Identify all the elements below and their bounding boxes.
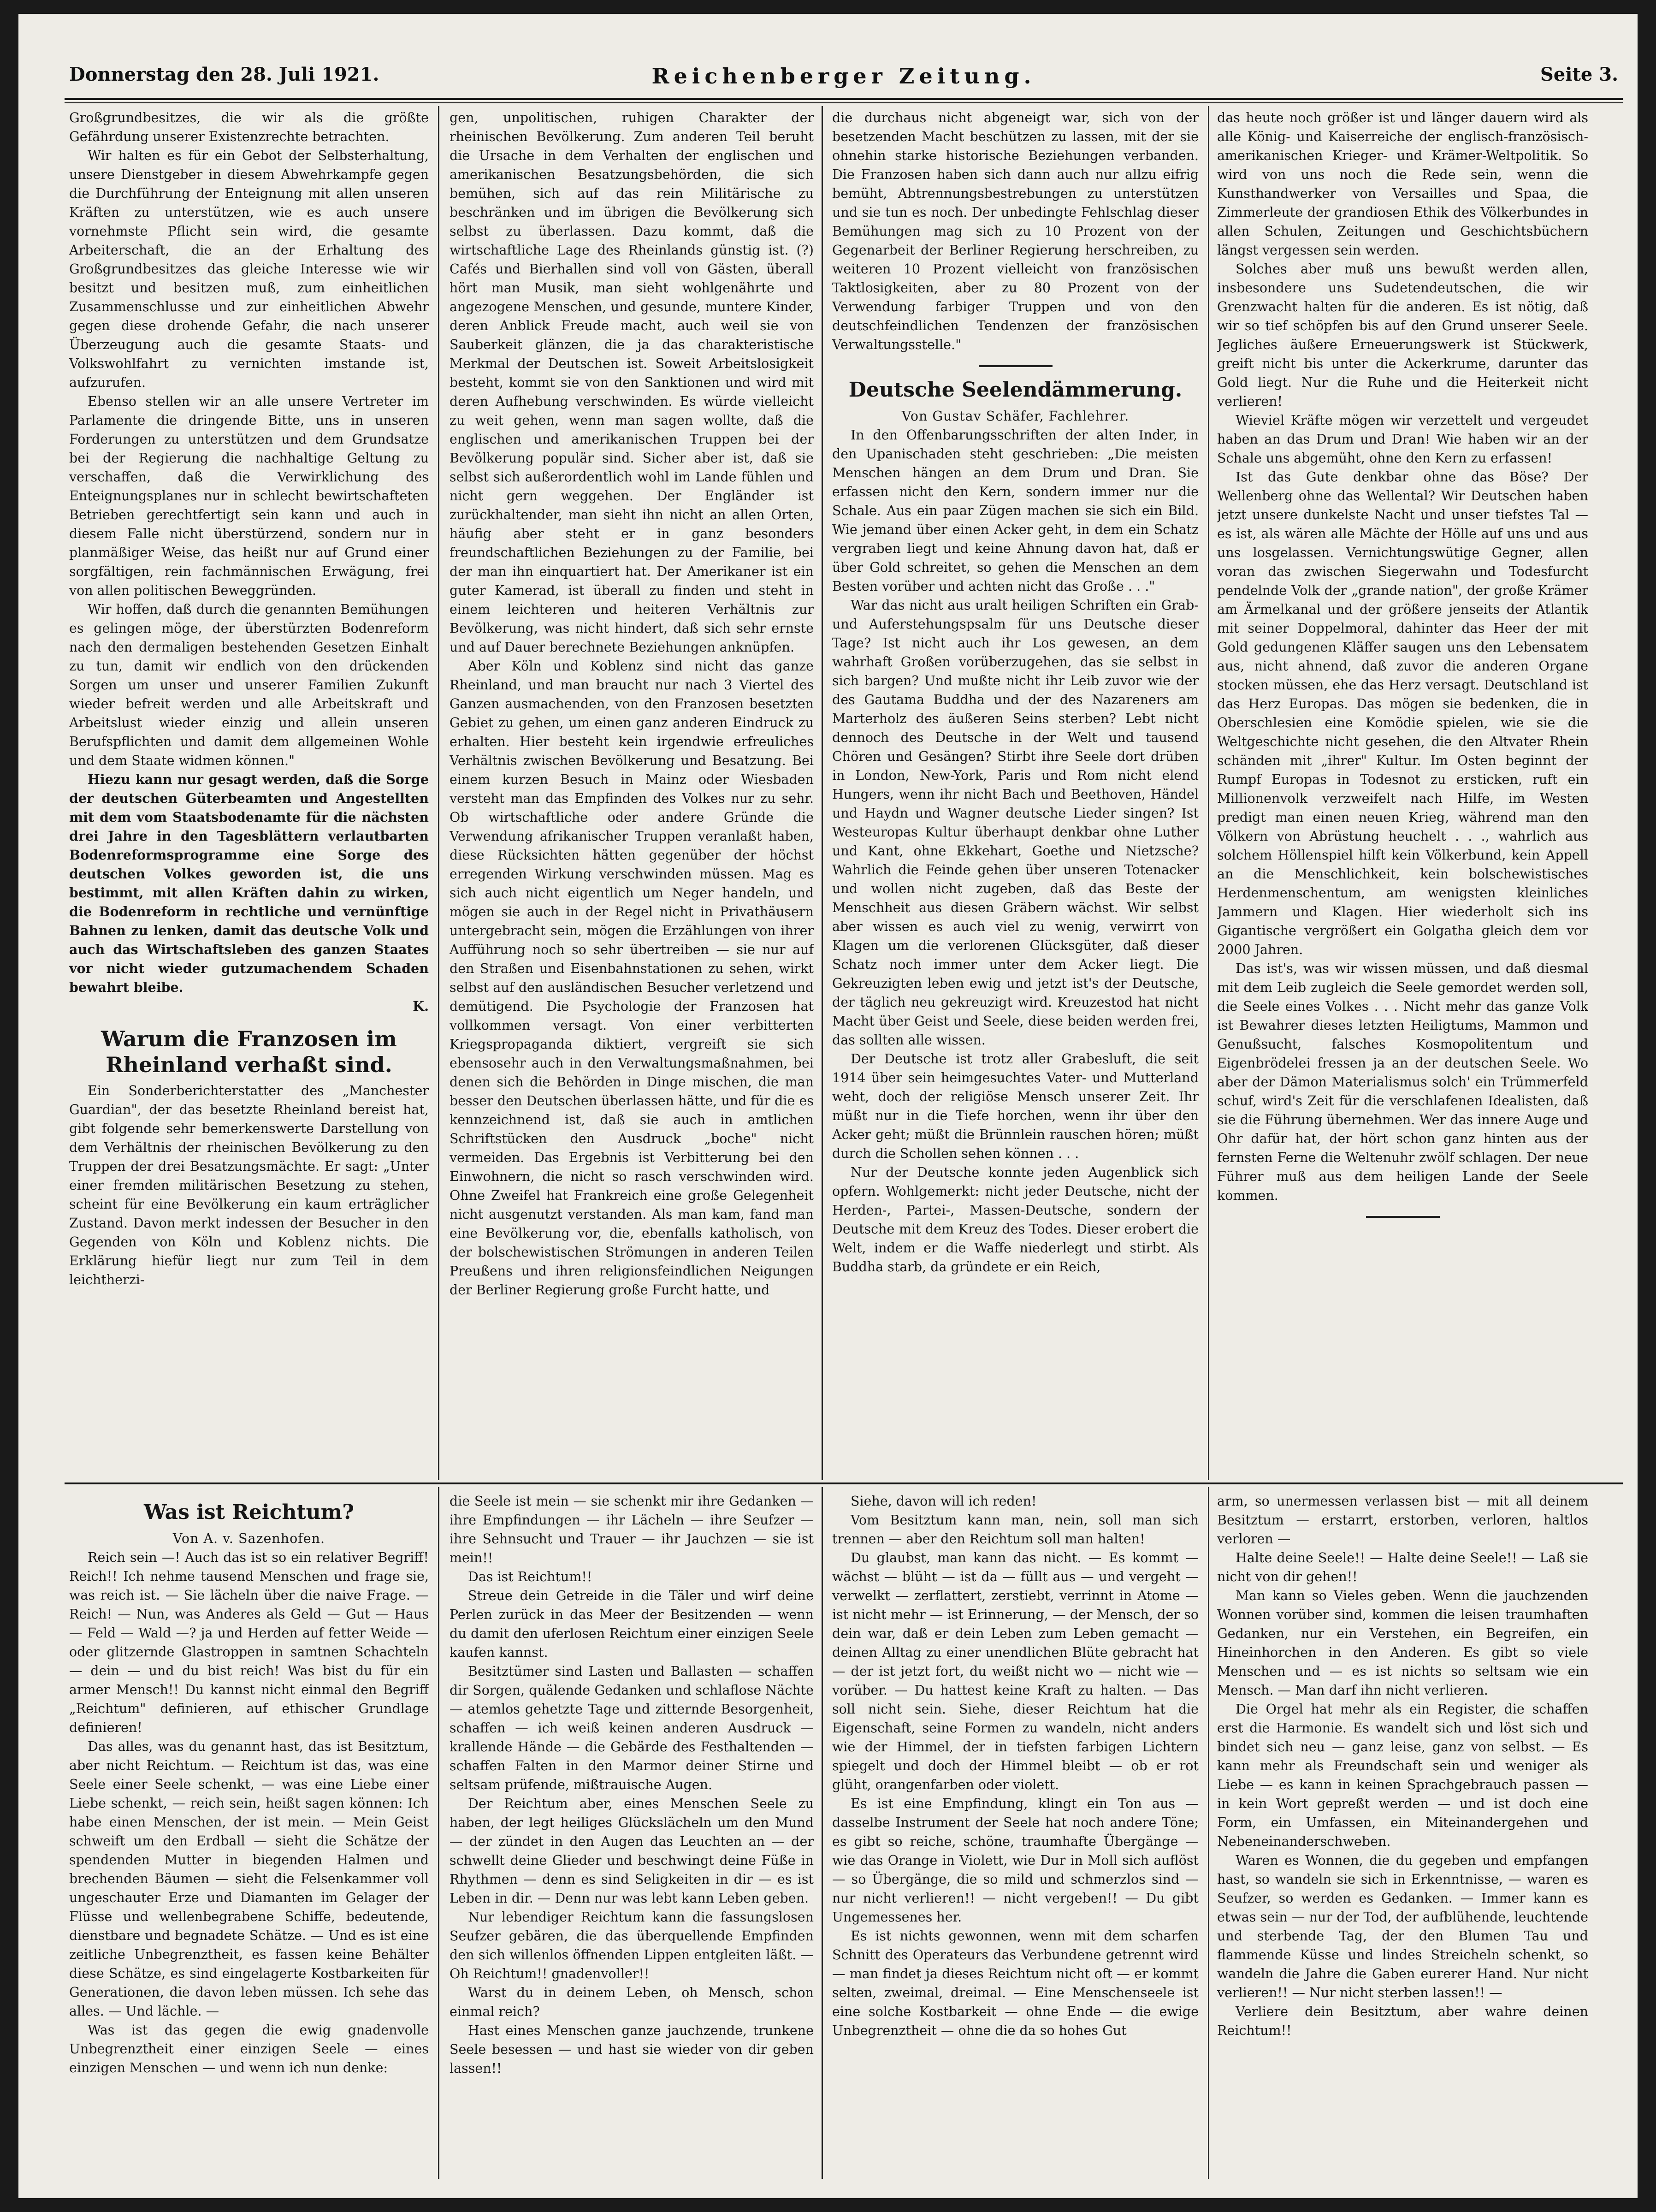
column-divider: [438, 106, 439, 1480]
paragraph: Ebenso stellen wir an alle unsere Vertreter im Parlamente die dringende Bitte, uns in unseren Forderungen zu unterstützen und dem Grundsatze bei der Regierung die nachhaltige Geltung zu verschaffen, daß die Verwirklichung des Enteignungsplanes nur in schlecht bewirtschafteten Betrieben gerechtfertigt sein kann und auch in diesem Falle nicht überstürzend, sondern nur in planmäßiger Weise, das heißt nur auf Grund einer sorgfältigen, rein fachmännischen Erwägung, frei von allen politischen Beweggründen.: [69, 394, 429, 598]
column-divider: [1208, 1487, 1209, 2179]
paragraph: Du glaubst, man kann das nicht. — Es kommt — wächst — blüht — ist da — füllt aus — und vergeht — verwelkt — zerflattert, zerstiebt, verrinnt in Atome — ist nicht mehr — ist Erinnerung, — der Mensch, der so dein war, daß er dein Leben zum Leben gemacht — deinen Alltag zu einer unendlichen Blüte gebracht hat — der ist jetzt fort, du weißt nicht wo — nicht wie — vorüber. — Du hattest keine Kraft zu halten. — Das soll nicht sein. Siehe, dieser Reichtum hat die Eigenschaft, seine Formen zu wandeln, nicht anders wie der Himmel, der in tiefsten farbigen Lichtern spiegelt und doch der Himmel bleibt — ob er rot glüht, orangenfarben oder violett.: [832, 1550, 1199, 1792]
paragraph: In den Offenbarungsschriften der alten Inder, in den Upanischaden steht geschrieben: „Die meisten Menschen hängen an dem Drum und Dran. Sie erfassen nicht den Kern, sondern immer nur die Schale. Aus ein paar Zügen machen sie sich ein Bild. Wie jemand über einen Acker geht, in dem ein Schatz vergraben liegt und keine Ahnung davon hat, daß er über Gold schreitet, so gehen die Menschen an dem Besten vorüber und achten nicht das Große . . .": [832, 427, 1199, 594]
paragraph: Vom Besitztum kann man, nein, soll man sich trennen — aber den Reichtum soll man halten!: [832, 1512, 1199, 1547]
masthead-rule: [65, 98, 1623, 100]
issue-date: Donnerstag den 28. Juli 1921.: [69, 64, 379, 85]
article-divider: [1366, 1216, 1440, 1218]
paragraph: Aber Köln und Koblenz sind nicht das ganze Rheinland, und man braucht nur nach 3 Viertel des Ganzen ausmachenden, von den Franzosen besetzten Gebiet zu gehen, um einen ganz anderen Eindruck zu erhalten. Hier besteht kein irgendwie erfreuliches Verhältnis zwischen Bevölkerung und Besatzung. Bei einem kurzen Besuch in Mainz oder Wiesbaden versteht man das Empfinden des Volkes nur zu sehr. Ob wirtschaftliche oder andere Gründe die Verwendung afrikanischer Truppen veranlaßt haben, diese Rücksichten hätten gegenüber der höchst erregenden Wirkung verschwinden müssen. Mag es sich auch nicht eigentlich um Neger handeln, und mögen sie auch in der Regel nicht in Privathäusern untergebracht sein, mögen die Erzählungen von ihrer Aufführung noch so sehr übertreiben — sie nur auf den Straßen und Eisenbahnstationen zu sehen, wirkt selbst auf den ausländischen Besucher verletzend und demütigend. Die Psychologie der Franzosen hat vollkommen versagt. Von einer verbitterten Kriegspropaganda diktiert, vergreift sie sich ebensosehr auch in den Verwaltungsmaßnahmen, bei denen sich die Behörden in Dinge mischen, die man besser den Deutschen überlassen hätte, und für die es kennzeichnend ist, daß sie auch in amtlichen Schriftstücken den Ausdruck „boche" nicht vermeiden. Das Ergebnis ist Verbitterung bei den Einwohnern, die nicht so rasch verschwinden wird. Ohne Zweifel hat Frankreich eine große Gelegenheit nicht ausgenutzt verstanden. Als man kam, fand man eine Bevölkerung vor, die, ebenfalls katholisch, von der bolschewistischen Strömungen in anderen Teilen Preußens und ihren religionsfeindlichen Neigungen der Berliner Regierung große Furcht hatte, und: [449, 658, 814, 1298]
author-signature: K.: [413, 998, 429, 1014]
article-column-3: [832, 108, 1199, 1480]
paragraph: Es ist nichts gewonnen, wenn mit dem scharfen Schnitt des Operateurs das Verbundene getrennt wird — man findet ja dieses Reichtum nicht oft — er kommt selten, zweimal, dreimal. — Eine Menschenseele ist eine solche Kostbarkeit — ohne Ende — die ewige Unbegrenztheit — ohne die da so hohes Gut: [832, 1928, 1199, 2038]
paragraph: Reich sein —! Auch das ist so ein relativer Begriff! Reich!! Ich nehme tausend Menschen und frage sie, was reich ist. — Sie lächeln über die naive Frage. — Reich! — Nun, was Anderes als Geld — Gut — Haus — Feld — Wald —? ja und Herden auf fetter Weide — oder glitzernde Glastroppen in samtnen Schachteln — dein — und du bist reich! Was bist du für ein armer Mensch!! Du kannst nicht einmal den Begriff „Reichtum" definieren, auf ethischer Grundlage definieren!: [69, 1550, 429, 1735]
newspaper-title: Reichenberger Zeitung.: [651, 64, 1036, 89]
column-divider: [822, 106, 823, 1480]
article-column-4: [1217, 108, 1588, 1480]
feuilleton-column-4: [1217, 1492, 1588, 2179]
paragraph: Hast eines Menschen ganze jauchzende, trunkene Seele besessen — und hast sie wieder von dir geben lassen!!: [449, 2023, 814, 2076]
headline-seelendaemmerung: Deutsche Seelendämmerung.: [848, 378, 1183, 402]
feuilleton-column-2: [449, 1492, 814, 2179]
paragraph: Nur der Deutsche konnte jeden Augenblick sich opfern. Wohlgemerkt: nicht jeder Deutsche, nicht der Herden-, Partei-, Massen-Deutsche, sondern der Deutsche mit dem Kreuz des Todes. Dieser erobert die Welt, indem er die Waffe niederlegt und stirbt. Als Buddha starb, da gründete er ein Reich,: [832, 1165, 1199, 1275]
paragraph: das heute noch größer ist und länger dauern wird als alle König- und Kaiserreiche der englisch-französisch-amerikanischen Krieger- und Krämer-Weltpolitik. So wird von uns noch die Rede sein, wenn die Kunsthandwerker von Versailles und Spaa, die Zimmerleute der grandiosen Ethik des Völkerbundes in allen Schulen, Zeitungen und Geschichtsbüchern längst vergessen sein werden.: [1217, 110, 1588, 258]
paragraph: Verliere dein Besitztum, aber wahre deinen Reichtum!!: [1217, 2004, 1588, 2038]
paragraph: Großgrundbesitzes, die wir als die größte Gefährdung unserer Existenzrechte betrachten.: [69, 110, 429, 144]
paragraph: Wieviel Kräfte mögen wir verzettelt und vergeudet haben an das Drum und Dran! Wie haben wir an der Schale uns abgemüht, ohne den Kern zu erfassen!: [1217, 413, 1588, 466]
paragraph: die durchaus nicht abgeneigt war, sich von der besetzenden Macht beschützen zu lassen, mit der sie ohnehin starke historische Beziehungen verbanden. Die Franzosen haben sich dann auch nur allzu eifrig bemüht, Abtrennungsbestrebungen zu unterstützen und sie tun es noch. Der unbedingte Fehlschlag dieser Bemühungen mag sich zu 10 Prozent von der Gegenarbeit der Berliner Regierung herschreiben, zu weiteren 10 Prozent vielleicht von französischen Taktlosigkeiten, aber zu 80 Prozent von der Verwendung farbiger Truppen und von den deutschfeindlichen Tendenzen der französischen Verwaltungsstelle.": [832, 110, 1199, 352]
paragraph: Siehe, davon will ich reden!: [851, 1494, 1037, 1509]
column-divider: [1208, 106, 1209, 1480]
paragraph: Hiezu kann nur gesagt werden, daß die Sorge der deutschen Güterbeamten und Angestellten mit dem vom Staatsbodenamte für die nächsten drei Jahre in den Tagesblättern verlautbarten Bodenreformsprogramme eine Sorge des deutschen Volkes geworden ist, die uns bestimmt, mit allen Kräften dahin zu wirken, die Bodenreform in rechtliche und vernünftige Bahnen zu lenken, damit das deutsche Volk und auch das Wirtschaftsleben des ganzen Staates vor nicht wieder gutzumachendem Schaden bewahrt bleibe.: [69, 771, 429, 995]
paragraph: arm, so unermessen verlassen bist — mit all deinem Besitztum — erstarrt, erstorben, verloren, haltlos verloren —: [1217, 1494, 1588, 1547]
masthead-rule-thin: [65, 102, 1623, 103]
paragraph: Waren es Wonnen, die du gegeben und empfangen hast, so wandeln sie sich in Erkenntnisse, — waren es Seufzer, so werden es Gedanken. — Immer kann es etwas sein — nur der Tod, der aufblühende, leuchtende und sterbende Tag, der den Blumen Tau und flammende Küsse und lindes Streicheln schenkt, so wandeln die Jahre die Gaben eurerer Hand. Nur nicht verlieren!! — Nur nicht sterben lassen!! —: [1217, 1853, 1588, 2000]
paragraph: War das nicht aus uralt heiligen Schriften ein Grab- und Auferstehungspsalm für uns Deutsche dieser Tage? Ist nicht auch ihr Los gewesen, an dem wahrhaft Großen vorüberzugehen, das sie selbst in sich bargen? Und mußte nicht ihr Leib zuvor wie der des Gautama Buddha und der des Nazareners am Marterholz des äußeren Seins sterben? Lebt nicht dennoch des Deutsche in der Welt und tausend Chören und Gesängen? Stirbt ihre Seele dort drüben in London, New-York, Paris und Rom nicht elend Hungers, wenn ihr nicht Bach und Beethoven, Händel und Haydn und Wagner deutsche Lieder singen? Ist Westeuropas Kultur überhaupt denkbar ohne Luther und Kant, ohne Ekkehart, Goethe und Nietzsche? Wahrlich die Feinde gehen über unseren Totenacker und wollen nicht zugeben, daß das Beste der Menschheit aus diesen Gräbern wächst. Wir selbst aber wissen es auch viel zu wenig, verwirrt von Klagen um die verlorenen Glücksgüter, daß dieser Schatz noch immer unter dem Acker liegt. Die Gekreuzigten leben ewig und jetzt ist's der Deutsche, der täglich neu gekreuzigt wird. Kreuzestod hat nicht Macht über Geist und Seele, diese beiden werden frei, das sollten alle wissen.: [832, 598, 1199, 1048]
feuilleton-column-3: [832, 1492, 1199, 2179]
paragraph: Das ist's, was wir wissen müssen, und daß diesmal mit dem Leib zugleich die Seele gemordet werden soll, die Seele eines Volkes . . . Nicht mehr das ganze Volk ist Bewahrer dieses letzten Heiligtums, Mammon und Genußsucht, falsches Kosmopolitentum und Eigenbrödelei fressen ja an der deutschen Seele. Wo aber der Dämon Materialismus solch' ein Trümmerfeld schuf, wird's Zeit für die verschlafenen Idealisten, daß sie die Führung übernehmen. Wer das innere Auge und Ohr dafür hat, der hört schon ganz hinten aus der fernsten Ferne die Weltenuhr zwölf schlagen. Der neue Führer muß aus dem heiligen Lande der Seele kommen.: [1217, 961, 1588, 1203]
paragraph: Das alles, was du genannt hast, das ist Besitztum, aber nicht Reichtum. — Reichtum ist das, was eine Seele einer Seele schenkt, — was eine Liebe einer Liebe schenkt, — reich sein, heißt sagen können: Ich habe einen Menschen, der ist mein. — Mein Geist schweift um den Erdball — sieht die Schätze der spendenden Mutter in biegenden Halmen und brechenden Bäumen — sieht die Felsenkammer voll ungeschauter Erze und Diamanten im Gelager der Flüsse und wellenbegrabene Schiffe, bedeutende, dienstbare und begnadete Schätze. — Und es ist eine zeitliche Unbegrenztheit, es fassen keine Behälter diese Schätze, es sind eingelagerte Kostbarkeiten für Generationen, die davon leben müssen. Ich sehe das alles. — Und lächle. —: [69, 1739, 429, 2019]
paragraph: Ist das Gute denkbar ohne das Böse? Der Wellenberg ohne das Wellental? Wir Deutschen haben jetzt unsere dunkelste Nacht und unser tiefstes Tal — es ist, als wären alle Mächte der Hölle auf uns und aus uns losgelassen. Vernichtungswütige Gegner, allen voran das zwischen Siegerwahn und Todesfurcht pendelnde Volk der „grande nation", der große Krämer am Ärmelkanal und der größere jenseits der Atlantik mit seiner Doppelmoral, dahinter das Heer der mit Gold gedungenen Kläffer saugen uns den Lebensatem aus, nicht ahnend, daß zuvor die anderen Organe stocken müssen, ehe das Herz versagt. Deutschland ist das Herz Europas. Das mögen sie bedenken, die in Oberschlesien eine Komödie spielen, wie sie die Weltgeschichte nicht gesehen, die den Altvater Rhein schänden mit „ihrer" Kultur. Im Osten beginnt der Rumpf Europas in Todesnot zu ersticken, ruft ein Millionenvolk verzweifelt nach Hilfe, im Westen predigt man einen neuen Krieg, während man den Völkern von Abrüstung heuchelt . . ., wahrlich aus solchem Höllenspiel hilft kein Völkerbund, kein Appell an die Menschlichkeit, kein bolschewistisches Herdenmenschentum, am wenigsten kleinliches Jammern und Klagen. Hier wiederholt sich ins Gigantische vergrößert ein Golgatha gleich dem vor 2000 Jahren.: [1217, 469, 1588, 957]
paragraph: Man kann so Vieles geben. Wenn die jauchzenden Wonnen vorüber sind, kommen die leisen traumhaften Gedanken, nur ein Verstehen, ein Begreifen, ein Hineinhorchen in den Anderen. Es gibt so viele Menschen und — es ist nichts so seltsam wie ein Mensch. — Man darf ihn nicht verlieren.: [1217, 1588, 1588, 1698]
byline: Von Gustav Schäfer, Fachlehrer.: [901, 409, 1130, 424]
paragraph: Wir halten es für ein Gebot der Selbsterhaltung, unsere Dienstgeber in diesem Abwehrkampfe gegen die Durchführung der Enteignung mit allen unseren Kräften zu unterstützen, wie es auch unsere vornehmste Pflicht sein wird, die gesamte Arbeiterschaft, die an der Erhaltung des Großgrundbesitzes das gleiche Interesse wie wir besitzt und besitzen muß, zum einheitlichen Zusammenschlusse und zur einheitlichen Abwehr gegen diese drohende Gefahr, die nach unserer Überzeugung auch die gesamte Staats- und Volkswohlfahrt zu vernichten imstande ist, aufzurufen.: [69, 148, 429, 390]
paragraph: Solches aber muß uns bewußt werden allen, insbesondere uns Sudetendeutschen, die wir Grenzwacht halten für die anderen. Es ist nötig, daß wir so tief schöpfen bis auf den Grund unserer Seele. Jegliches äußere Erneuerungswerk ist Stückwerk, greift nicht bis unter die Ackerkrume, darunter das Gold liegt. Nur die Ruhe und die Heiterkeit nicht verlieren!: [1217, 261, 1588, 409]
byline: Von A. v. Sazenhofen.: [172, 1531, 325, 1546]
paragraph: Streue dein Getreide in die Täler und wirf deine Perlen zurück in das Meer der Besitzenden — wenn du damit den uferlosen Reichtum einer einzigen Seele kaufen kannst.: [449, 1588, 814, 1660]
paragraph: Warst du in deinem Leben, oh Mensch, schon einmal reich?: [449, 1985, 814, 2019]
headline-rheinland: Warum die Franzosen im Rheinland verhaßt sind.: [101, 1026, 397, 1077]
article-column-2: [449, 108, 814, 1480]
column-divider: [822, 1487, 823, 2179]
section-divider: [65, 1483, 1623, 1484]
paragraph: Nur lebendiger Reichtum kann die fassungslosen Seufzer gebären, die das überquellende Empfinden den sich willenlos öffnenden Lippen entgleiten läßt. — Oh Reichtum!! gnadenvoller!!: [449, 1910, 814, 1981]
article-divider: [979, 365, 1053, 367]
paragraph: Das ist Reichtum!!: [468, 1569, 592, 1584]
paragraph: Besitztümer sind Lasten und Ballasten — schaffen dir Sorgen, quälende Gedanken und schlaflose Nächte — atemlos gehetzte Tage und zitternde Besorgenheit, schaffen — ich weiß keinen anderen Ausdruck — krallende Hände — die Gebärde des Festhaltenden — schaffen Falten in den Marmor deiner Stirne und seltsam prüfende, mißtrauische Augen.: [449, 1664, 814, 1792]
page-number: Seite 3.: [1540, 64, 1618, 85]
paragraph: Was ist das gegen die ewig gnadenvolle Unbegrenztheit einer einzigen Seele — eines einzigen Menschen — und wenn ich nun denke:: [69, 2022, 429, 2076]
paragraph: Wir hoffen, daß durch die genannten Bemühungen es gelingen möge, der überstürzten Bodenreform nach den dermaligen bestehenden Gesetzen Einhalt zu tun, damit wir endlich von den drückenden Sorgen um unser und unserer Familien Zukunft wieder befreit werden und alle Arbeitskraft und Arbeitslust wieder einzig und allein unseren Berufspflichten und damit dem allgemeinen Wohle und dem Staate widmen können.": [69, 602, 429, 768]
paragraph: Der Reichtum aber, eines Menschen Seele zu haben, der legt heiliges Glückslächeln um den Mund — der zündet in den Augen das Leuchten an — der schwellt deine Glieder und beschwingt deine Füße in Rhythmen — denn es sind Seligkeiten in dir — es ist Leben in dir. — Denn nur was lebt kann Leben geben.: [449, 1796, 814, 1906]
paragraph: gen, unpolitischen, ruhigen Charakter der rheinischen Bevölkerung. Zum anderen Teil beruht die Ursache in dem Verhalten der englischen und amerikanischen Besatzungsbehörden, die sich bemühen, sich auf das rein Militärische zu beschränken und im übrigen die Bevölkerung sich selbst zu überlassen. Dazu kommt, daß die wirtschaftliche Lage des Rheinlands günstig ist. (?) Cafés und Bierhallen sind voll von Gästen, überall hört man Musik, man sieht wohlgenährte und angezogene Menschen, und gesunde, muntere Kinder, deren Anblick Freude macht, auch weil sie von Sauberkeit glänzen, die ja das charakteristische Merkmal der Deutschen ist. Soweit Arbeitslosigkeit besteht, kommt sie von den Sanktionen und wird mit deren Aufhebung verschwinden. Es würde vielleicht zu weit gehen, wenn man sagen wollte, daß die englischen und amerikanischen Truppen bei der Bevölkerung populär sind. Sicher aber ist, daß sie selbst sich außerordentlich wohl im Lande fühlen und nicht gern weggehen. Der Engländer ist zurückhaltender, man sieht ihn nicht an allen Orten, häufig aber steht er in ganz besonders freundschaftlichen Beziehungen zu der Familie, bei der man ihn einquartiert hat. Der Amerikaner ist ein guter Kamerad, ist überall zu finden und steht in einem leichteren und heiteren Verhältnis zur Bevölkerung, was nicht hindert, daß sich sehr ernste und auf Dauer berechnete Beziehungen anknüpfen.: [449, 110, 814, 655]
newspaper-page: [18, 14, 1638, 2198]
paragraph: die Seele ist mein — sie schenkt mir ihre Gedanken — ihre Empfindungen — ihr Lächeln — ihre Seufzer — ihre Sehnsucht und Trauer — ihr Jauchzen — sie ist mein!!: [449, 1494, 814, 1566]
paragraph: Ein Sonderberichterstatter des „Manchester Guardian", der das besetzte Rheinland bereist hat, gibt folgende sehr bemerkenswerte Darstellung von dem Verhältnis der rheinischen Bevölkerung zu den Truppen der drei Besatzungsmächte. Er sagt: „Unter einer fremden militärischen Besetzung zu stehen, scheint für eine Bevölkerung ein kaum erträglicher Zustand. Davon merkt indessen der Besucher in den Gegenden von Köln und Koblenz nichts. Die Erklärung hiefür liegt nur zum Teil in dem leichtherzi-: [69, 1083, 429, 1287]
headline-reichtum: Was ist Reichtum?: [143, 1500, 355, 1524]
paragraph: Es ist eine Empfindung, klingt ein Ton aus — dasselbe Instrument der Seele hat noch andere Töne; es gibt so reiche, schöne, traumhafte Übergänge — wie das Orange in Violett, wie Dur in Moll sich auflöst — so Übergänge, die so mild und schmerzlos sind — nur nicht verlieren!! — nicht vergeben!! — Du gibt Ungemessenes her.: [832, 1796, 1199, 1925]
paragraph: Der Deutsche ist trotz aller Grabesluft, die seit 1914 über sein heimgesuchtes Vater- und Mutterland weht, doch der religiöse Mensch unserer Zeit. Ihr müßt nur in die Tiefe horchen, wenn ihr über den Acker geht; müßt die Brünnlein rauschen hören; müßt durch die Schollen sehen können . . .: [832, 1051, 1199, 1161]
column-divider: [438, 1487, 439, 2179]
masthead: [69, 64, 1618, 96]
paragraph: Halte deine Seele!! — Halte deine Seele!! — Laß sie nicht von dir gehen!!: [1217, 1550, 1588, 1584]
article-column-1: [69, 108, 429, 1480]
feuilleton-column-1: [69, 1489, 429, 2179]
paragraph: Die Orgel hat mehr als ein Register, die schaffen erst die Harmonie. Es wandelt sich und löst sich und bindet sich neu — ganz leise, ganz von selbst. — Es kann mehr als Freundschaft sein und weniger als Liebe — es kann in keinen Sprachgebrauch passen — in kein Wort gepreßt werden — und ist doch eine Form, ein Umfassen, ein Miteinandergehen und Nebeneinanderschweben.: [1217, 1702, 1588, 1849]
